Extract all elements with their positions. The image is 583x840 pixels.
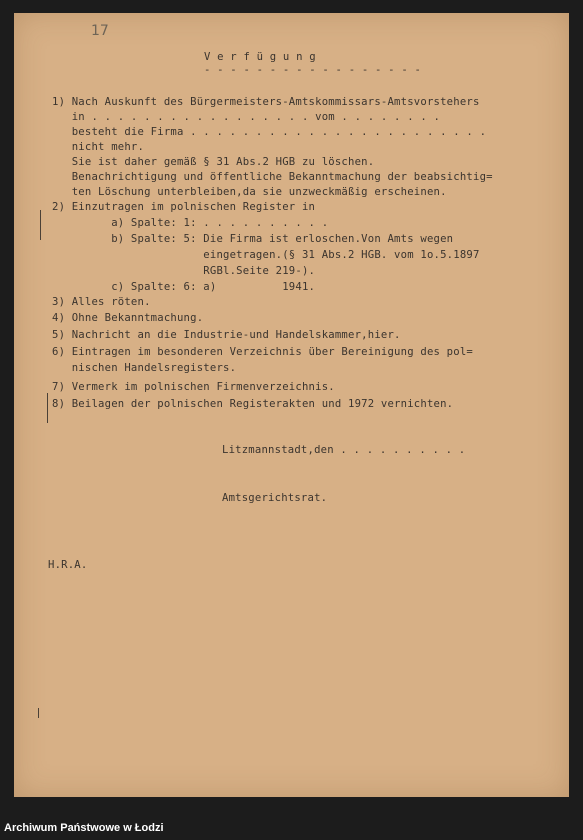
- body-line: Sie ist daher gemäß § 31 Abs.2 HGB zu löschen.: [52, 156, 375, 168]
- body-line: besteht die Firma . . . . . . . . . . . . . . . . . . . . . . .: [52, 126, 487, 138]
- body-line: 1) Nach Auskunft des Bürgermeisters-Amtskommissars-Amtsvorstehers: [52, 96, 480, 108]
- body-line: b) Spalte: 5: Die Firma ist erloschen.Von Amts wegen: [52, 233, 454, 245]
- body-line: a) Spalte: 1: . . . . . . . . . .: [52, 217, 329, 229]
- body-line: eingetragen.(§ 31 Abs.2 HGB. vom 1o.5.1897: [52, 249, 480, 261]
- body-line: ten Löschung unterbleiben,da sie unzweckmäßig erscheinen.: [52, 186, 447, 198]
- body-line: RGBl.Seite 219-).: [52, 265, 316, 277]
- body-line: 3) Alles röten.: [52, 296, 151, 308]
- signature-title: Amtsgerichtsrat.: [222, 492, 328, 504]
- margin-mark: [38, 708, 39, 718]
- body-line: 5) Nachricht an die Industrie-und Handelskammer,hier.: [52, 329, 401, 341]
- margin-mark: [40, 210, 41, 240]
- body-line: 8) Beilagen der polnischen Registerakten und 1972 vernichten.: [52, 398, 454, 410]
- body-line: nicht mehr.: [52, 141, 145, 153]
- page-number: 17: [91, 23, 109, 39]
- margin-mark: [47, 393, 48, 423]
- body-line: 4) Ohne Bekanntmachung.: [52, 312, 204, 324]
- archive-label: Archiwum Państwowe w Łodzi: [4, 822, 164, 834]
- title-underline: - - - - - - - - - - - - - - - - -: [204, 64, 422, 76]
- body-line: 2) Einzutragen im polnischen Register in: [52, 201, 316, 213]
- document-title: V e r f ü g u n g: [204, 51, 316, 63]
- body-line: nischen Handelsregisters.: [52, 362, 237, 374]
- place-date-line: Litzmannstadt,den . . . . . . . . . .: [222, 444, 466, 456]
- register-reference: H.R.A.: [48, 559, 88, 571]
- body-line: Benachrichtigung und öffentliche Bekanntmachung der beabsichtig=: [52, 171, 493, 183]
- body-line: in . . . . . . . . . . . . . . . . . vom . . . . . . . .: [52, 111, 441, 123]
- body-line: c) Spalte: 6: a) 1941.: [52, 281, 316, 293]
- body-line: 6) Eintragen im besonderen Verzeichnis über Bereinigung des pol=: [52, 346, 473, 358]
- body-line: 7) Vermerk im polnischen Firmenverzeichnis.: [52, 381, 335, 393]
